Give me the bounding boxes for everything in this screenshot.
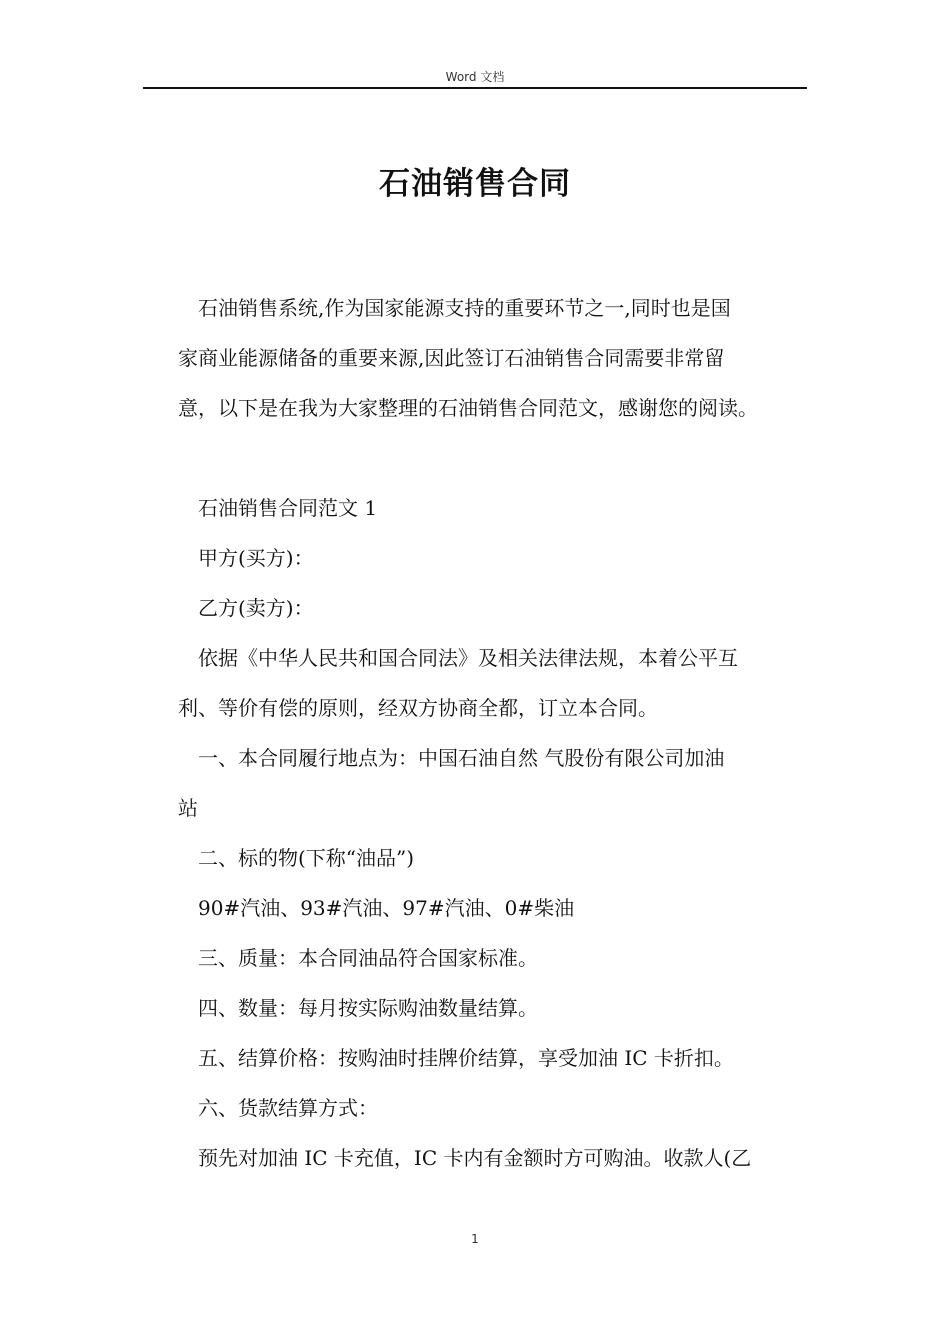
clause-1-line-1: 一、本合同履行地点为：中国石油自然 气股份有限公司加油 bbox=[198, 746, 725, 770]
basis-line-1: 依据《中华人民共和国合同法》及相关法律法规，本着公平互 bbox=[198, 646, 738, 670]
header-divider bbox=[143, 87, 807, 89]
clause-1-line-2: 站 bbox=[178, 796, 198, 820]
basis-line-2: 利、等价有偿的原则，经双方协商全都，订立本合同。 bbox=[178, 696, 658, 720]
clause-4: 四、数量：每月按实际购油数量结算。 bbox=[198, 996, 538, 1020]
page-header-label: Word 文档 bbox=[445, 70, 505, 84]
clause-3: 三、质量：本合同油品符合国家标准。 bbox=[198, 946, 538, 970]
section-heading: 石油销售合同范文 1 bbox=[198, 496, 378, 520]
payment-line-1: 预先对加油 IC 卡充值，IC 卡内有金额时方可购油。收款人(乙 bbox=[198, 1146, 752, 1170]
document-title: 石油销售合同 bbox=[379, 166, 571, 202]
party-b: 乙方(卖方)： bbox=[198, 596, 314, 620]
clause-6: 六、货款结算方式： bbox=[198, 1096, 378, 1120]
fuel-types: 90#汽油、93#汽油、97#汽油、0#柴油 bbox=[198, 896, 575, 920]
page-number: 1 bbox=[471, 1232, 479, 1246]
intro-line-3: 意，以下是在我为大家整理的石油销售合同范文，感谢您的阅读。 bbox=[178, 396, 758, 420]
intro-line-2: 家商业能源储备的重要来源,因此签订石油销售合同需要非常留 bbox=[178, 346, 725, 370]
clause-2: 二、标的物(下称“油品”) bbox=[198, 846, 415, 870]
party-a: 甲方(买方)： bbox=[198, 546, 314, 570]
clause-5: 五、结算价格：按购油时挂牌价结算，享受加油 IC 卡折扣。 bbox=[198, 1046, 734, 1070]
intro-line-1: 石油销售系统,作为国家能源支持的重要环节之一,同时也是国 bbox=[198, 296, 731, 320]
